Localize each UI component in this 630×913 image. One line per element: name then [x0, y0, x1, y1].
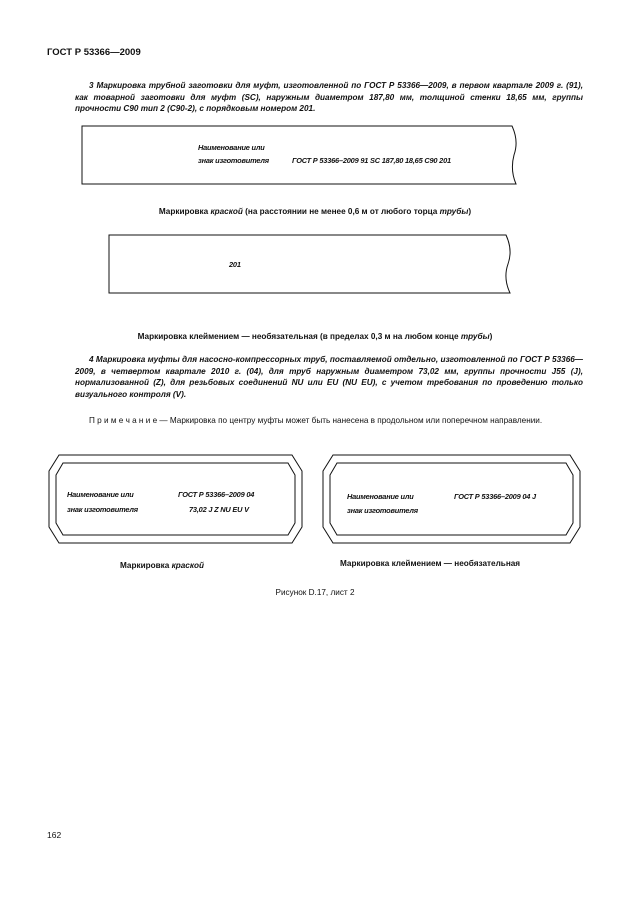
box4-manufacturer-line1: Наименование или [347, 492, 414, 501]
caption-stamp-marking-coupling: Маркировка клеймением — необязательная [340, 559, 521, 568]
caption-paint-marking-pipe: Маркировка краской (на расстоянии не менее 0,6 м от любого торца трубы) [158, 207, 472, 216]
section-4-text: 4 Маркировка муфты для насосно-компрессорных труб, поставляемой отдельно, изготовленной по ГОСТ Р 53366—2009, в четвертом квартале 2010 г. (04), для труб наружным диаметром 73,02 мм, группы прочности J55 (J), нормализованной (Z), для резьбовых соединений NU или EU (NU EU), с учетом требования по проведению только визуального контроля (V). [75, 355, 583, 399]
caption-paint-marking-coupling: Маркировка краской [120, 561, 204, 570]
box1-manufacturer-line1: Наименование или [198, 143, 265, 152]
box3-marking-value-2: 73,02 J Z NU EU V [189, 505, 249, 514]
box4-manufacturer-line2: знак изготовителя [347, 506, 418, 515]
box1-manufacturer-line2: знак изготовителя [198, 156, 269, 165]
note-body: — Маркировка по центру муфты может быть нанесена в продольном или поперечном направлении. [157, 416, 543, 425]
figure-caption: Рисунок D.17, лист 2 [275, 588, 355, 597]
section-3-text: 3 Маркировка трубной заготовки для муфт, изготовленной по ГОСТ Р 53366—2009, в первом квартале 2009 г. (91), как товарной заготовки для муфт (SC), наружным диаметром 187,80 мм, толщиной стенки 18,65 мм, группы прочности С90 тип 2 (С90-2), с порядковым номером 201. [75, 81, 583, 113]
box2-outline [109, 235, 510, 293]
box1-marking-value: ГОСТ Р 53366–2009 91 SC 187,80 18,65 C90 201 [292, 156, 451, 165]
box1-outline [82, 126, 516, 184]
document-id: ГОСТ Р 53366—2009 [47, 47, 141, 58]
box4-marking-value: ГОСТ Р 53366–2009 04 J [454, 492, 536, 501]
box3-outer [49, 455, 302, 543]
box2-serial-number: 201 [229, 260, 241, 269]
note-label: П р и м е ч а н и е [89, 416, 158, 425]
box3-manufacturer-line1: Наименование или [67, 490, 134, 499]
box3-inner [56, 463, 295, 535]
box3-manufacturer-line2: знак изготовителя [67, 505, 138, 514]
note-text [75, 415, 583, 427]
box3-marking-value-1: ГОСТ Р 53366–2009 04 [178, 490, 255, 499]
page-number: 162 [47, 830, 62, 840]
caption-stamp-marking-pipe: Маркировка клеймением — необязательная (в пределах 0,3 м на любом конце трубы) [137, 332, 493, 341]
